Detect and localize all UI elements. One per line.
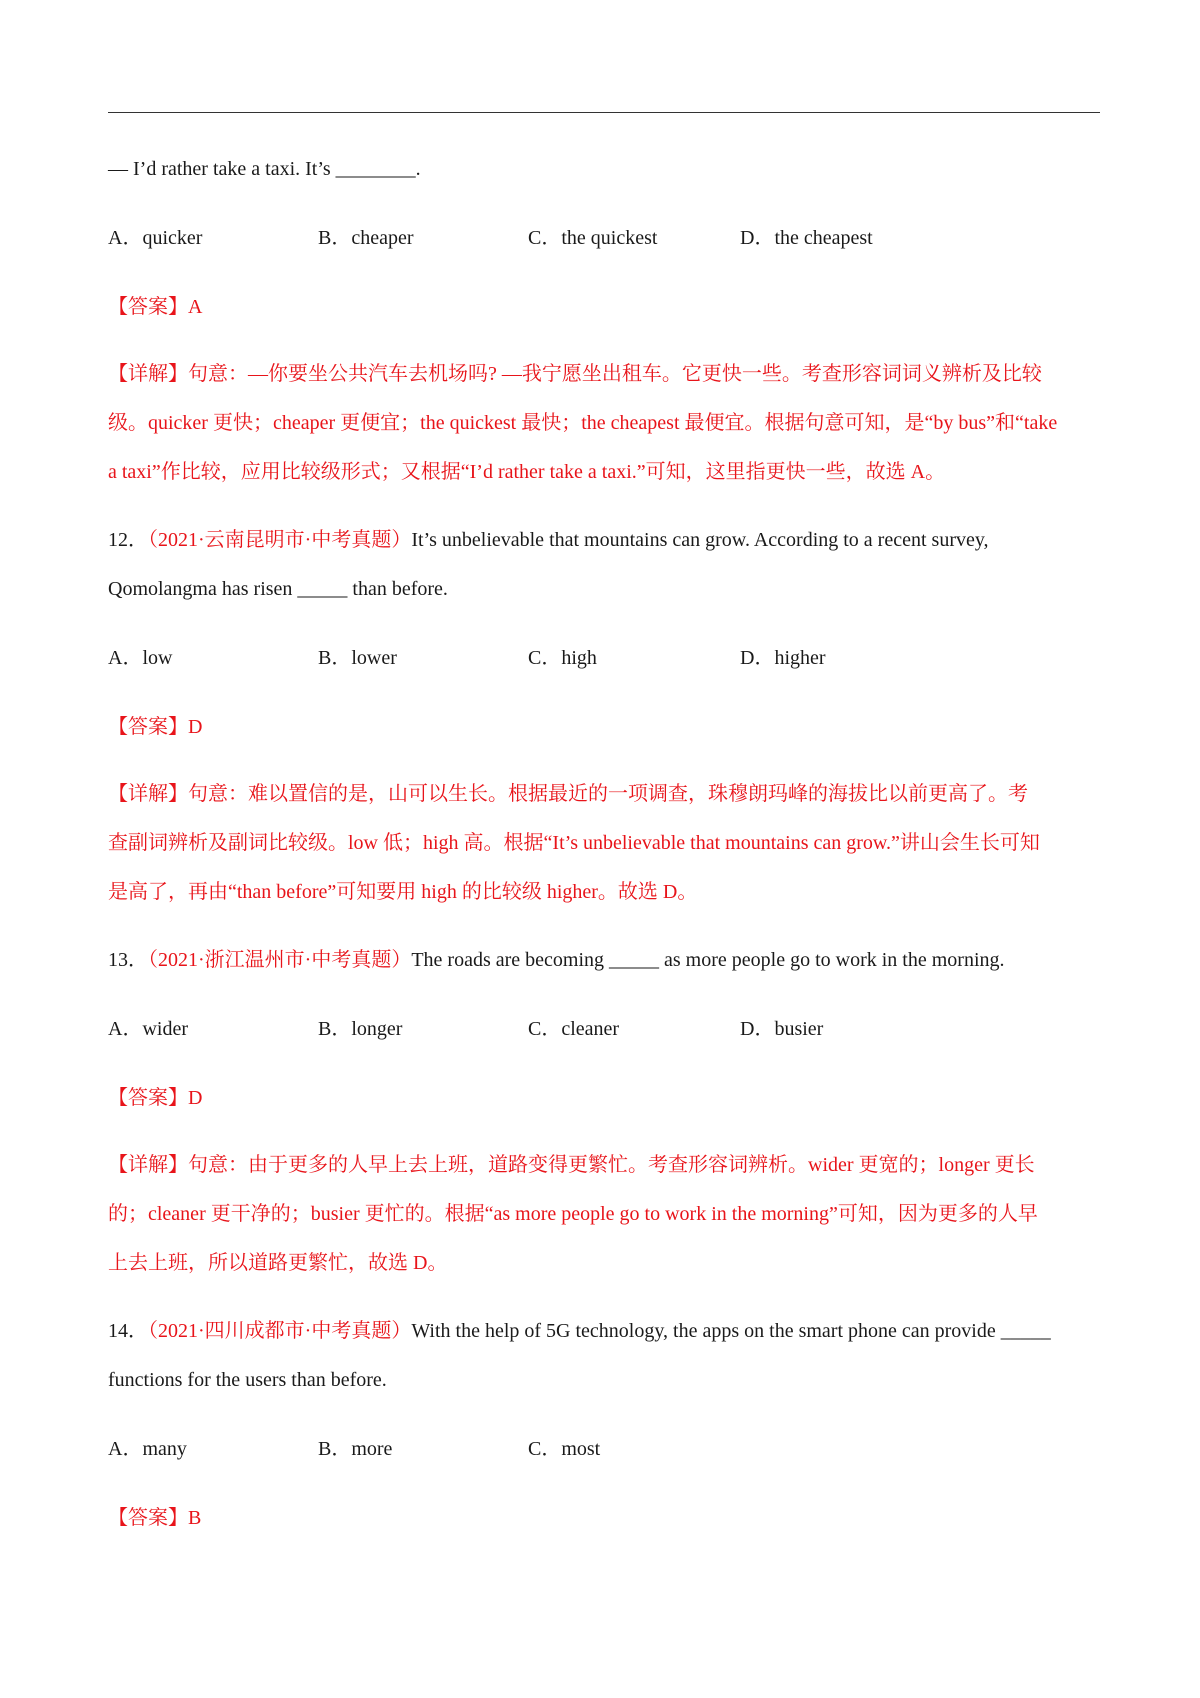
q13-option-d: D．busier: [740, 1018, 824, 1040]
header-rule: [108, 112, 1100, 113]
q14-stem-text: With the help of 5G technology, the apps on the smart phone can provide _____: [411, 1320, 1051, 1342]
q14-option-c: C．most: [528, 1438, 601, 1460]
q13-stem-line-1: [108, 948, 1005, 972]
q12-source: （2021·云南昆明市·中考真题）: [148, 529, 412, 551]
q12-option-d: D．higher: [740, 647, 826, 669]
q11-option-a: A．quicker: [108, 227, 203, 249]
q11-option-c: C．the quickest: [528, 227, 658, 249]
q13-number: 13．: [108, 949, 148, 971]
q14-option-a: A．many: [108, 1438, 187, 1460]
q11-detail-line-2: 级。quicker 更快；cheaper 更便宜；the quickest 最快；the cheapest 最便宜。根据句意可知，是“by bus”和“take: [108, 412, 1058, 434]
q11-answer: 【答案】A: [108, 296, 203, 318]
q13-option-c: C．cleaner: [528, 1018, 620, 1040]
q13-option-b: B．longer: [318, 1018, 403, 1040]
q14-option-b: B．more: [318, 1438, 393, 1460]
q12-option-a: A．low: [108, 647, 173, 669]
q14-answer: 【答案】B: [108, 1507, 202, 1529]
q12-stem-line-2: Qomolangma has risen _____ than before.: [108, 578, 448, 600]
q12-answer: 【答案】D: [108, 716, 203, 738]
q12-detail-line-1: 【详解】句意：难以置信的是，山可以生长。根据最近的一项调查，珠穆朗玛峰的海拔比以前更高了。考: [108, 783, 1028, 805]
q12-stem-line-1: [108, 528, 989, 552]
q14-number: 14．: [108, 1320, 148, 1342]
q14-stem-line-1: [108, 1319, 1051, 1343]
q13-detail-line-1: 【详解】句意：由于更多的人早上去上班，道路变得更繁忙。考查形容词辨析。wider 更宽的；longer 更长: [108, 1154, 1035, 1176]
q11-option-b: B．cheaper: [318, 227, 414, 249]
q14-source: （2021·四川成都市·中考真题）: [148, 1320, 412, 1342]
q11-option-d: D．the cheapest: [740, 227, 873, 249]
q13-stem-text: The roads are becoming _____ as more people go to work in the morning.: [411, 949, 1005, 971]
q12-detail-line-3: 是高了，再由“than before”可知要用 high 的比较级 higher。故选 D。: [108, 881, 698, 903]
q13-detail-line-3: 上去上班，所以道路更繁忙，故选 D。: [108, 1252, 448, 1274]
q12-detail-line-2: 查副词辨析及副词比较级。low 低；high 高。根据“It’s unbelievable that mountains can grow.”讲山会生长可知: [108, 832, 1040, 854]
q13-answer: 【答案】D: [108, 1087, 203, 1109]
q12-option-b: B．lower: [318, 647, 397, 669]
q13-source: （2021·浙江温州市·中考真题）: [148, 949, 412, 971]
q11-detail-line-1: 【详解】句意：—你要坐公共汽车去机场吗? —我宁愿坐出租车。它更快一些。考查形容词词义辨析及比较: [108, 363, 1042, 385]
q12-number: 12．: [108, 529, 148, 551]
q13-detail-line-2: 的；cleaner 更干净的；busier 更忙的。根据“as more people go to work in the morning”可知，因为更多的人早: [108, 1203, 1038, 1225]
q12-option-c: C．high: [528, 647, 597, 669]
q14-stem-line-2: functions for the users than before.: [108, 1369, 387, 1391]
q13-option-a: A．wider: [108, 1018, 188, 1040]
q11-stem: — I’d rather take a taxi. It’s ________.: [108, 158, 421, 180]
q11-detail-line-3: a taxi”作比较，应用比较级形式；又根据“I’d rather take a taxi.”可知，这里指更快一些，故选 A。: [108, 461, 946, 483]
q12-stem-text: It’s unbelievable that mountains can grow. According to a recent survey,: [411, 529, 989, 551]
